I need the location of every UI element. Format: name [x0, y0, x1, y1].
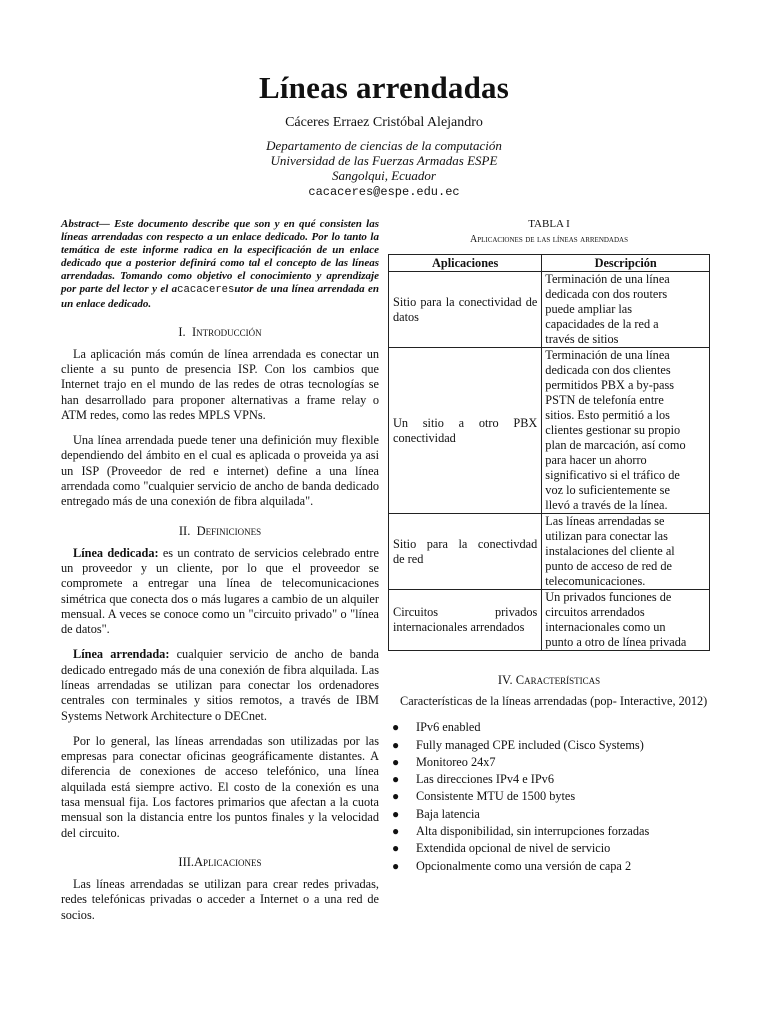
desc-line: PSTN de telefonía entre — [545, 393, 664, 407]
definition-text: es un contrato de servicios celebrado entre un proveedor y un cliente, por lo que el proveedor se compromete a entregar una línea de telecomunicaciones simétrica que conecta dos o más lugares a cambio de un alquiler mensual. A veces se conoce como un "circuito privado" o "línea de datos". — [61, 545, 379, 637]
app-cell — [389, 272, 542, 348]
left-column — [61, 218, 379, 933]
bullet-icon: ● — [392, 806, 400, 821]
list-item-text: Fully managed CPE included (Cisco Systems) — [416, 737, 644, 752]
abstract-mono-fragment: cacaceres — [177, 284, 235, 297]
section-number: III. — [178, 854, 195, 869]
app-cell — [389, 348, 542, 514]
author-name: Cáceres Erraez Cristóbal Alejandro — [285, 115, 483, 130]
desc-line: punto de acceso de red de — [545, 559, 672, 573]
section-heading-applications — [61, 855, 379, 870]
list-item — [388, 737, 710, 754]
desc-line: permitidos PBX a by-pass — [545, 378, 675, 392]
desc-line: clientes gestionar su propio — [545, 423, 681, 437]
section-heading-introduction — [61, 325, 379, 340]
list-item-text: Consistente MTU de 1500 bytes — [416, 789, 576, 804]
desc-line: utilizan para conectar las — [545, 529, 668, 543]
list-item-text: IPv6 enabled — [416, 720, 481, 735]
applications-paragraph: Las líneas arrendadas se utilizan para crear redes privadas, redes telefónicas privadas o acceder a Internet o a una red de socios. — [61, 876, 379, 922]
list-item — [388, 840, 710, 857]
desc-line: puede ampliar las — [545, 302, 633, 316]
header-aplicaciones: Aplicaciones — [389, 255, 542, 272]
term-linea-arrendada: Línea arrendada: — [73, 647, 170, 662]
bullet-icon: ● — [392, 858, 400, 873]
table-row — [389, 514, 710, 590]
bullet-icon: ● — [392, 737, 400, 752]
desc-line: llevó a través de la línea. — [545, 498, 668, 512]
table-row — [389, 590, 710, 651]
affiliation-location: Sangolqui, Ecuador — [332, 168, 436, 183]
desc-cell — [542, 590, 710, 651]
author-email[interactable]: cacaceres@espe.edu.ec — [308, 185, 460, 199]
section-title: Definiciones — [196, 523, 262, 538]
section-number: IV. — [497, 673, 513, 687]
table-row — [389, 348, 710, 514]
right-column — [388, 218, 710, 875]
app-cell — [389, 590, 542, 651]
app-line: Circuitos privados — [393, 605, 538, 619]
abstract-lead: Abstract— Este documento describe que son y en qué consisten las líneas arrendadas con respecto a un enlace dedicado. Por lo tanto la temática de este informe radica en la especificación de un enlace dedicado que a posterior definirá como tal el concepto de las líneas arrendadas. Tomando como objetivo el conocimiento y aprendizaje por parte del lector y el a — [61, 218, 379, 296]
section-title: Aplicaciones — [194, 854, 262, 869]
app-line: internacionales arrendados — [393, 620, 525, 634]
table-caption: Aplicaciones de las líneas arrendadas — [469, 234, 628, 245]
desc-line: dedicada con dos clientes — [545, 363, 671, 377]
affiliation-university: Universidad de las Fuerzas Armadas ESPE — [270, 153, 498, 168]
app-line: Sitio para la conectividad de datos — [393, 294, 538, 324]
app-line: Un sitio a otro PBX — [393, 415, 538, 430]
table-label: TABLA I — [528, 218, 570, 230]
definition-text: cualquier servicio de ancho de banda dedicado entregado más de una conexión de fibra alquilada. Las líneas arrendadas se utilizan para conectar los ordenadores centrales con terminales y sitios remotos, a través de IBM Systems Network Architecture o DECnet. — [61, 647, 379, 723]
section-title: Introducción — [191, 324, 262, 339]
desc-line: Terminación de una línea — [545, 272, 670, 286]
characteristics-list — [388, 719, 710, 875]
definitions-paragraph-3: Por lo general, las líneas arrendadas son utilizadas por las empresas para conectar oficinas geográficamente distantes. A diferencia de conexiones de acceso telefónico, una línea alquilada está siempre activo. El costo de la conexión es una tasa mensual fija. Los factores primarios que afectan a la cuota mensual son la distancia entre los puntos finales y la velocidad del circuito. — [61, 733, 379, 840]
list-item — [388, 858, 710, 875]
desc-line: través de sitios — [545, 332, 619, 346]
paper-title: Líneas arrendadas — [258, 70, 509, 105]
applications-table — [388, 254, 710, 651]
desc-line: instalaciones del cliente al — [545, 544, 675, 558]
table-row — [389, 272, 710, 348]
desc-cell — [542, 514, 710, 590]
affiliation-department: Departamento de ciencias de la computación — [266, 138, 502, 153]
intro-paragraph-2: Una línea arrendada puede tener una definición muy flexible dependiendo del ámbito en el cual es aplicada o proveida ya asi un ISP (Proveedor de red e internet) define a una línea arrendada como "cualquier servicio de ancho de banda dedicado entregado más de una conexión de fibra alquilada". — [61, 433, 379, 509]
intro-paragraph-1: La aplicación más común de línea arrendada es conectar un cliente a su punto de presencia ISP. Con los cambios que Internet trajo en el mundo de las redes de otras tecnologías se han desarrollado para proponer alternativas a frame relay o ATM redes, como las redes MPLS VPNs. — [61, 346, 379, 422]
desc-line: significativo si el tráfico de — [545, 468, 680, 482]
list-item — [388, 754, 710, 771]
header-descripcion: Descripción — [542, 255, 710, 272]
definition-linea-arrendada — [61, 647, 379, 723]
list-item — [388, 823, 710, 840]
bullet-icon: ● — [392, 720, 400, 735]
list-item-text: Extendida opcional de nivel de servicio — [416, 841, 611, 856]
desc-line: sitios. Esto permitió a los — [545, 408, 670, 422]
table-header-row — [389, 255, 710, 272]
section-number: I. — [178, 324, 186, 339]
abstract — [61, 218, 379, 311]
desc-line: plan de marcación, así como — [545, 438, 686, 452]
list-item — [388, 806, 710, 823]
section-heading-definitions — [61, 524, 379, 539]
list-item-text: Opcionalmente como una versión de capa 2 — [416, 858, 632, 873]
desc-line: Un privados funciones de — [545, 590, 672, 604]
desc-line: Terminación de una línea — [545, 348, 670, 362]
bullet-icon: ● — [392, 789, 400, 804]
list-item-text: Baja latencia — [416, 806, 480, 821]
desc-line: circuitos arrendados — [545, 605, 645, 619]
app-line: conectividad — [393, 430, 456, 445]
definition-linea-dedicada — [61, 546, 379, 638]
desc-line: Las líneas arrendadas se — [545, 514, 665, 528]
list-item — [388, 719, 710, 736]
desc-line: capacidades de la red a — [545, 317, 659, 331]
bullet-icon: ● — [392, 824, 400, 839]
section-number: II. — [178, 523, 191, 538]
desc-line: voz lo suficientemente se — [545, 483, 670, 497]
desc-line: punto a otro de línea privada — [545, 635, 687, 649]
list-item-text: Alta disponibilidad, sin interrupciones forzadas — [416, 824, 650, 839]
list-item-text: Las direcciones IPv4 e IPv6 — [416, 772, 554, 787]
desc-line: para hacer un ahorro — [545, 453, 647, 467]
desc-line: dedicada con dos routers — [545, 287, 668, 301]
list-item-text: Monitoreo 24x7 — [416, 754, 496, 769]
list-item — [388, 788, 710, 805]
desc-cell — [542, 348, 710, 514]
list-item — [388, 771, 710, 788]
desc-line: internacionales como un — [545, 620, 666, 634]
desc-line: telecomunicaciones. — [545, 574, 646, 588]
app-line: de red — [393, 551, 424, 566]
bullet-icon: ● — [392, 772, 400, 787]
section-heading-characteristics — [388, 673, 710, 688]
bullet-icon: ● — [392, 841, 400, 856]
bullet-icon: ● — [392, 754, 400, 769]
characteristics-intro: Características de la líneas arrendadas (pop- Interactive, 2012) — [400, 694, 708, 708]
app-cell — [389, 514, 542, 590]
term-linea-dedicada: Línea dedicada: — [73, 545, 159, 560]
app-line: Sitio para la conectivdad — [393, 536, 538, 551]
abstract-tail: utor de una línea arrendada en un enlace dedicado. — [61, 283, 380, 310]
section-title: Características — [515, 673, 601, 687]
desc-cell — [542, 272, 710, 348]
